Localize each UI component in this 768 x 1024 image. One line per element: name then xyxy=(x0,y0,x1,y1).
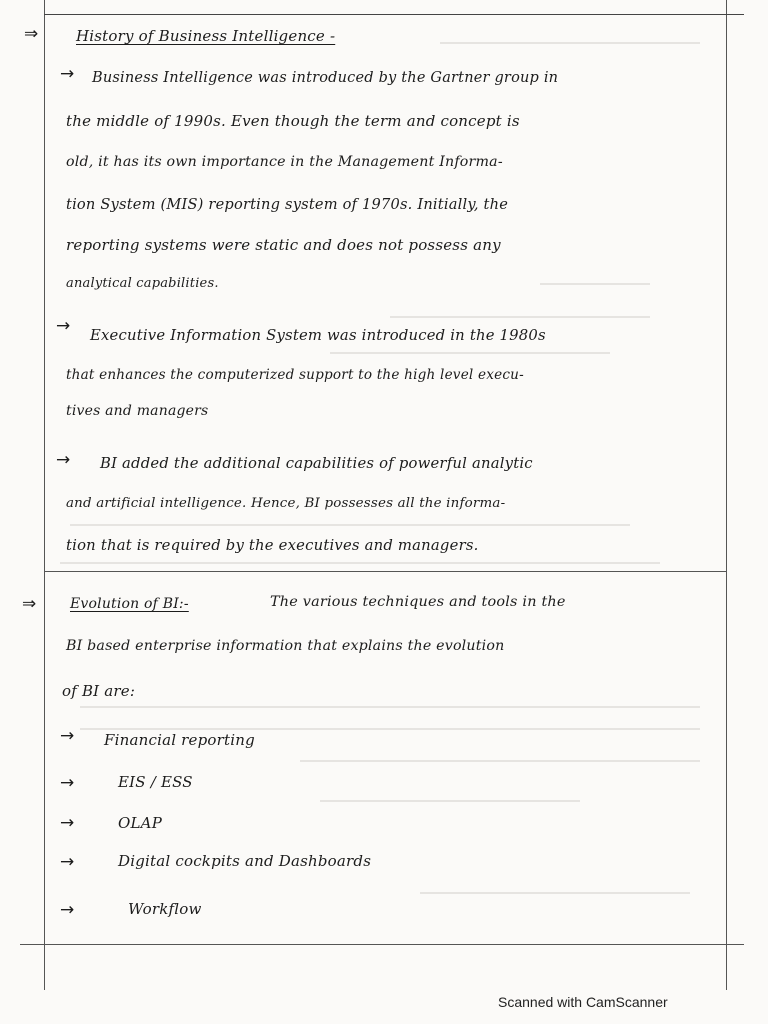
double-arrow-icon: ⇒ xyxy=(22,594,37,614)
arrow-icon: → xyxy=(60,813,75,833)
show-through-mark xyxy=(80,728,700,730)
evolution-intro-line-2: BI based enterprise information that explains the evolution xyxy=(66,638,505,654)
arrow-icon: → xyxy=(60,64,75,84)
evolution-item-2: EIS / ESS xyxy=(118,773,193,791)
bottom-rule-line xyxy=(20,944,744,945)
history-line-9: tives and managers xyxy=(66,403,209,419)
show-through-mark xyxy=(70,524,630,526)
show-through-mark xyxy=(440,42,700,44)
evolution-item-1: Financial reporting xyxy=(104,731,255,749)
history-line-3: old, it has its own importance in the Management Informa- xyxy=(66,154,503,170)
history-line-12: tion that is required by the executives and managers. xyxy=(66,537,479,554)
history-line-1: Business Intelligence was introduced by the Gartner group in xyxy=(92,70,559,86)
show-through-mark xyxy=(390,316,650,318)
right-margin-line xyxy=(726,0,727,990)
arrow-icon: → xyxy=(60,726,75,746)
show-through-mark xyxy=(330,352,610,354)
left-margin-line xyxy=(44,0,45,990)
page-title: History of Business Intelligence - xyxy=(76,27,336,45)
show-through-mark xyxy=(300,760,700,762)
arrow-icon: → xyxy=(56,316,71,336)
history-line-6: analytical capabilities. xyxy=(66,276,219,291)
show-through-mark xyxy=(540,283,650,285)
history-line-4: tion System (MIS) reporting system of 1970s. Initially, the xyxy=(66,196,509,213)
evolution-intro-line-3: of BI are: xyxy=(62,682,136,700)
arrow-icon: → xyxy=(60,773,75,793)
history-line-2: the middle of 1990s. Even though the term and concept is xyxy=(66,112,520,130)
history-line-11: and artificial intelligence. Hence, BI possesses all the informa- xyxy=(66,496,506,511)
history-line-8: that enhances the computerized support to the high level execu- xyxy=(66,367,524,383)
show-through-mark xyxy=(60,562,660,564)
history-line-10: BI added the additional capabilities of powerful analytic xyxy=(100,455,533,472)
history-line-7: Executive Information System was introduced in the 1980s xyxy=(90,327,546,344)
show-through-mark xyxy=(320,800,580,802)
evolution-item-3: OLAP xyxy=(118,814,162,832)
arrow-icon: → xyxy=(60,852,75,872)
arrow-icon: → xyxy=(60,900,75,920)
evolution-heading: Evolution of BI:- xyxy=(70,596,189,612)
evolution-item-4: Digital cockpits and Dashboards xyxy=(118,852,372,870)
top-rule-line xyxy=(44,14,744,15)
show-through-mark xyxy=(420,892,690,894)
arrow-icon: → xyxy=(56,450,71,470)
history-line-5: reporting systems were static and does not possess any xyxy=(66,236,501,254)
double-arrow-icon: ⇒ xyxy=(24,24,39,44)
evolution-item-5: Workflow xyxy=(128,900,202,918)
show-through-mark xyxy=(80,706,700,708)
scanner-watermark: Scanned with CamScanner xyxy=(498,994,668,1010)
section-divider-line xyxy=(44,571,726,572)
evolution-intro-line-1: The various techniques and tools in the xyxy=(270,594,566,610)
